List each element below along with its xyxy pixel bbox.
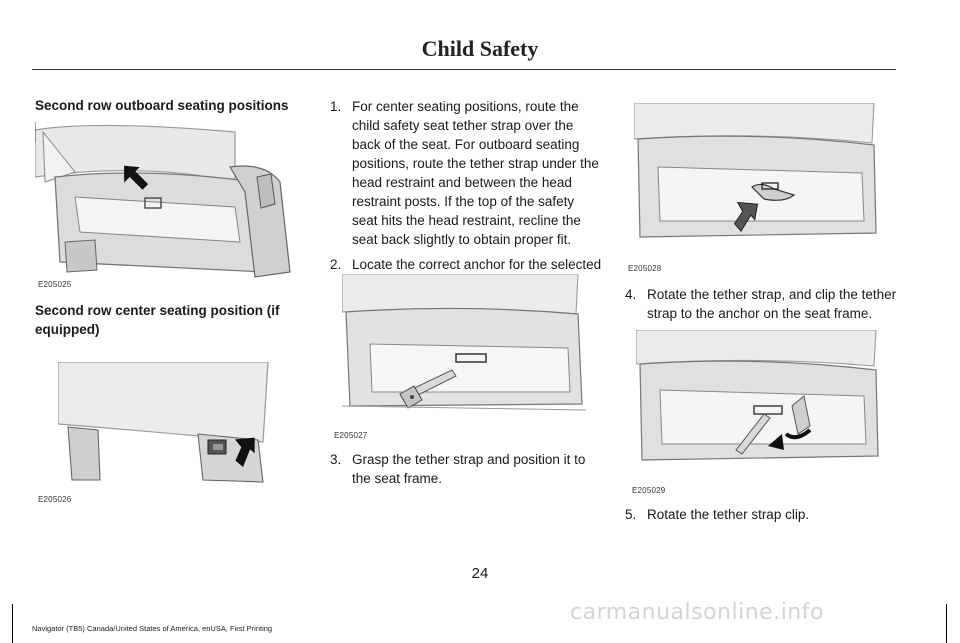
tether-anchor-illustration	[634, 103, 878, 253]
seat-outboard-illustration	[35, 122, 293, 282]
step-3	[330, 450, 603, 488]
step-text: Rotate the tether strap clip.	[647, 507, 810, 522]
page-title: Child Safety	[421, 36, 539, 61]
step-5	[625, 505, 900, 524]
figure-caption: E205029	[632, 486, 666, 495]
crop-mark-right	[946, 604, 947, 643]
step-number: 3.	[330, 452, 342, 467]
section-heading-outboard: Second row outboard seating positions	[35, 98, 289, 113]
step-number: 4.	[625, 287, 637, 302]
step-number: 2.	[330, 257, 342, 272]
tether-strap-positioning-illustration	[342, 274, 586, 426]
step-4	[625, 285, 900, 323]
figure-e205027	[342, 274, 586, 426]
step-text: Grasp the tether strap and position it to the seat frame.	[352, 452, 586, 486]
seat-center-illustration	[58, 362, 270, 484]
figure-e205026	[58, 362, 270, 484]
figure-caption: E205027	[334, 431, 368, 440]
tether-clip-illustration	[636, 330, 880, 478]
section-heading-center: Second row center seating position (if equipped)	[35, 303, 280, 337]
figure-caption: E205026	[38, 495, 72, 504]
instruction-step-5	[625, 505, 900, 524]
step-1	[330, 97, 603, 249]
watermark: carmanualsonline.info	[570, 600, 824, 625]
header-rule	[32, 69, 896, 70]
step-text: Rotate the tether strap, and clip the tether strap to the anchor on the seat frame.	[647, 287, 897, 321]
figure-caption: E205028	[628, 264, 662, 273]
figure-caption: E205025	[38, 280, 72, 289]
page-number: 24	[471, 565, 489, 582]
figure-e205028	[634, 103, 878, 253]
step-text: For center seating positions, route the child safety seat tether strap over the back of the seat. For outboard seating positions, route the tether strap under the head restraint and between the head restraint posts. If the top of the safety seat hits the head restraint, recline the seat back slightly to obtain proper fit.	[352, 99, 599, 247]
publication-footer: Navigator (TB5) Canada/United States of America, enUSA, First Printing	[32, 624, 273, 633]
crop-mark-left	[12, 604, 13, 643]
figure-e205025	[35, 122, 293, 282]
instruction-step-4	[625, 285, 900, 323]
instruction-steps-1-2	[330, 97, 603, 293]
step-text: Locate the correct anchor for the selected	[352, 257, 602, 272]
instruction-step-3	[330, 450, 603, 488]
step-number: 1.	[330, 99, 342, 114]
step-number: 5.	[625, 507, 637, 522]
figure-e205029	[636, 330, 880, 478]
